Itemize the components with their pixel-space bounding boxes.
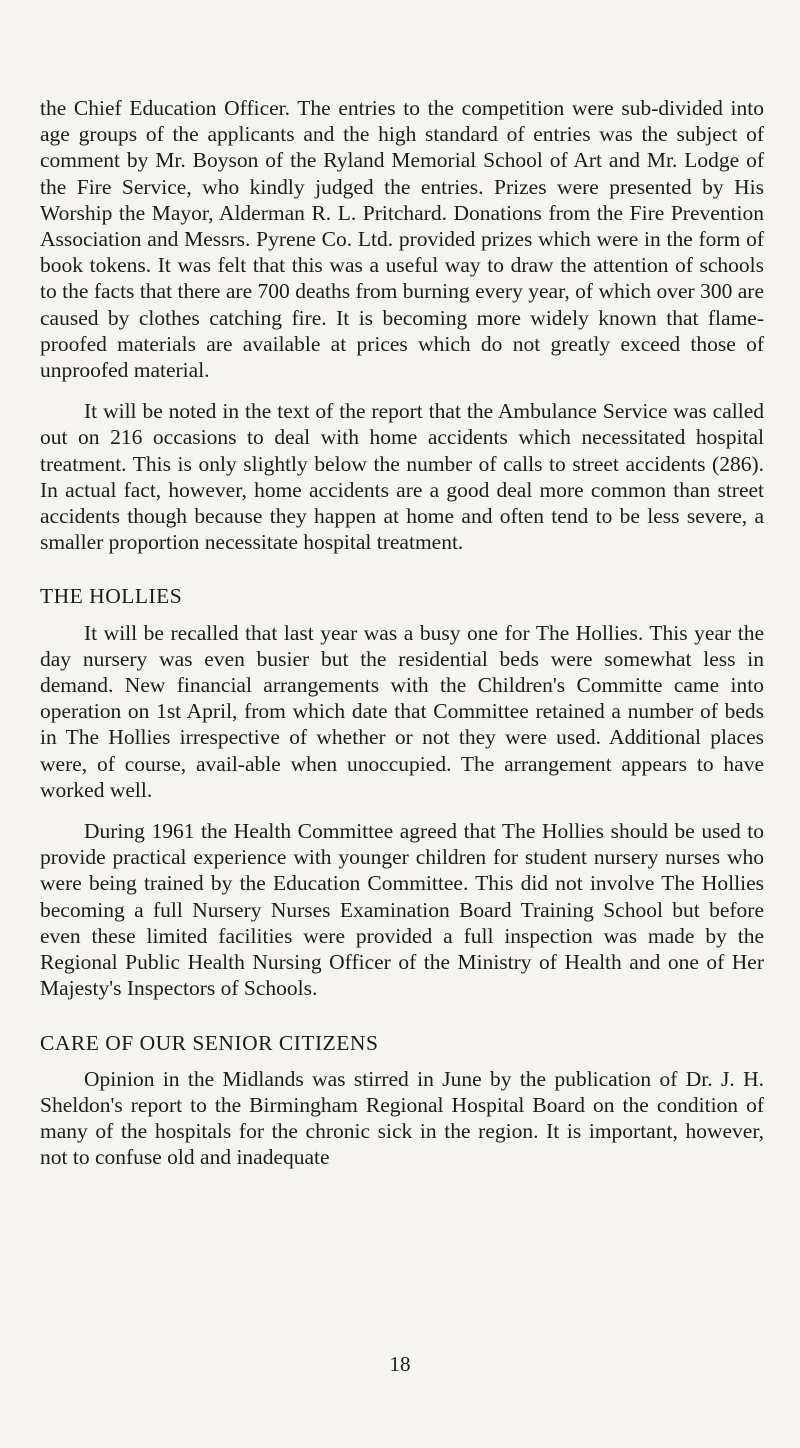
paragraph-hollies-2: During 1961 the Health Committee agreed that The Hollies should be used to provide practical experience with younger children for student nursery nurses who were being trained by the Education Committee. This did not involve The Hollies becoming a full Nursery Nurses Examination Board Training School but before even these limited facilities were provided a full inspection was made by the Regional Public Health Nursing Officer of the Ministry of Health and one of Her Majesty's Inspectors of Schools. (40, 819, 764, 1001)
paragraph-ambulance: It will be noted in the text of the report that the Ambulance Service was called out on 216 occasions to deal with home accidents which necessitated hospital treatment. This is only slightly below the number of calls to street accidents (286). In actual fact, however, home accidents are a good deal more common than street accidents though because they happen at home and often tend to be less severe, a smaller proportion necessitate hospital treatment. (40, 399, 764, 555)
document-page (40, 95, 764, 1171)
section-heading-senior-citizens: CARE OF OUR SENIOR CITIZENS (40, 1030, 379, 1055)
section-heading-hollies: THE HOLLIES (40, 584, 183, 609)
paragraph-senior-1: Opinion in the Midlands was stirred in June by the publication of Dr. J. H. Sheldon's report to the Birmingham Regional Hospital Board on the condition of many of the hospitals for the chronic sick in the region. It is important, however, not to confuse old and inadequate (40, 1066, 764, 1170)
page-number: 18 (389, 1352, 411, 1376)
paragraph-competition: the Chief Education Officer. The entries to the competition were sub-divided into age groups of the applicants and the high standard of entries was the subject of comment by Mr. Boyson of the Ryland Memorial School of Art and Mr. Lodge of the Fire Service, who kindly judged the entries. Prizes were presented by His Worship the Mayor, Alderman R. L. Pritchard. Donations from the Fire Prevention Association and Messrs. Pyrene Co. Ltd. provided prizes which were in the form of book tokens. It was felt that this was a useful way to draw the attention of schools to the facts that there are 700 deaths from burning every year, of which over 300 are caused by clothes catching fire. It is becoming more widely known that flame-proofed materials are available at prices which do not greatly exceed those of unproofed material. (40, 96, 764, 383)
paragraph-hollies-1: It will be recalled that last year was a busy one for The Hollies. This year the day nursery was even busier but the residential beds were somewhat less in demand. New financial arrangements with the Children's Committe came into operation on 1st April, from which date that Committee retained a number of beds in The Hollies irrespective of whether or not they were used. Additional places were, of course, avail-able when unoccupied. The arrangement appears to have worked well. (40, 620, 764, 802)
